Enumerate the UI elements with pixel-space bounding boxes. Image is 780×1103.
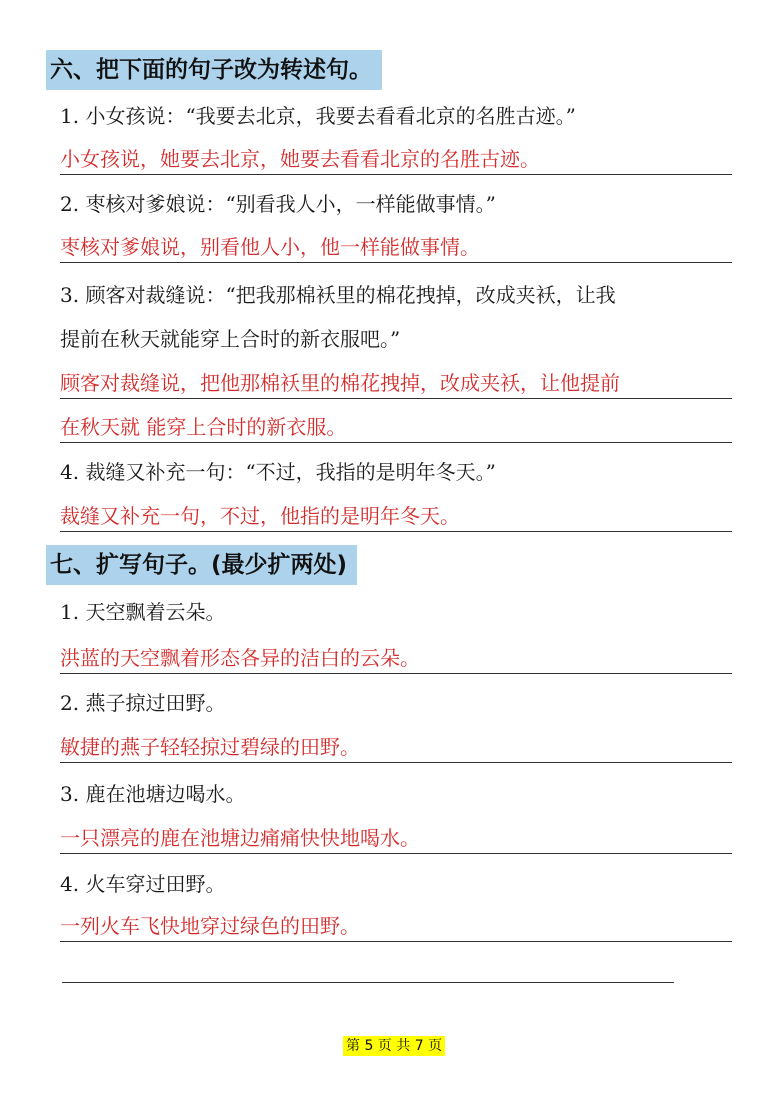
section-7-question-1: 1. 天空飘着云朵。 [60,600,226,624]
section-6-answer-1: 小女孩说，她要去北京，她要去看看北京的名胜古迹。 [60,146,732,175]
section-6-answer-3-line-1: 顾客对裁缝说，把他那棉袄里的棉花拽掉，改成夹袄，让他提前 [60,370,732,399]
section-6-question-3-line-2: 提前在秋天就能穿上合时的新衣服吧。” [60,327,401,351]
section-7-answer-2: 敏捷的燕子轻轻掠过碧绿的田野。 [60,734,732,763]
section-7-answer-4: 一列火车飞快地穿过绿色的田野。 [60,913,732,942]
blank-answer-line [62,982,674,983]
section-7-answer-3: 一只漂亮的鹿在池塘边痛痛快快地喝水。 [60,825,732,854]
section-7-question-2: 2. 燕子掠过田野。 [60,691,226,715]
section-6-answer-3-line-2: 在秋天就 能穿上合时的新衣服。 [60,414,732,443]
section-6-heading: 六、把下面的句子改为转述句。 [46,50,382,90]
section-6-question-2: 2. 枣核对爹娘说：“别看我人小，一样能做事情。” [60,192,496,216]
section-6-question-3-line-1: 3. 顾客对裁缝说：“把我那棉袄里的棉花拽掉，改成夹袄，让我 [60,283,616,307]
section-6-answer-2: 枣核对爹娘说，别看他人小，他一样能做事情。 [60,234,732,263]
section-7-question-3: 3. 鹿在池塘边喝水。 [60,782,246,806]
section-7-answer-1: 洪蓝的天空飘着形态各异的洁白的云朵。 [60,645,732,674]
section-7-question-4: 4. 火车穿过田野。 [60,872,226,896]
section-6-question-4: 4. 裁缝又补充一句：“不过，我指的是明年冬天。” [60,460,496,484]
page-number-label: 第 5 页 共 7 页 [343,1036,445,1056]
section-6-question-1: 1. 小女孩说：“我要去北京，我要去看看北京的名胜古迹。” [60,104,576,128]
section-6-answer-4: 裁缝又补充一句，不过，他指的是明年冬天。 [60,503,732,532]
section-7-heading: 七、扩写句子。(最少扩两处) [46,545,357,585]
